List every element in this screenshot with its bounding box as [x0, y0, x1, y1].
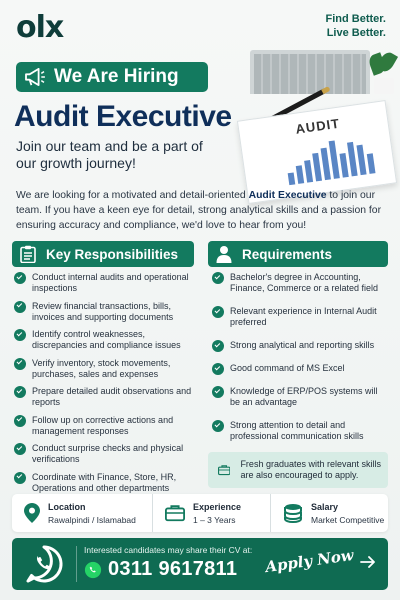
hiring-banner: [16, 62, 208, 92]
list-item-text: Conduct internal audits and operational inspections: [32, 272, 189, 293]
list-item-text: Review financial transactions, bills, invoices and supporting documents: [32, 300, 174, 322]
tagline-line-2: Live Better.: [326, 27, 386, 39]
salary-value: Market Competitive: [311, 514, 385, 525]
coins-icon: [283, 503, 303, 523]
report-bar: [356, 145, 366, 176]
intro-paragraph: [16, 188, 386, 233]
check-icon: [14, 301, 26, 313]
check-icon: [14, 386, 26, 398]
report-bar: [296, 165, 304, 184]
check-icon: [14, 443, 26, 455]
person-icon: [216, 245, 232, 263]
job-info-bar: [12, 494, 388, 532]
report-title: AUDIT: [294, 115, 341, 137]
list-item: [14, 415, 196, 437]
check-icon: [14, 472, 26, 484]
experience-value: 1 – 3 Years: [193, 514, 236, 525]
list-item-text: Strong analytical and reporting skills: [230, 340, 375, 350]
whatsapp-icon: [24, 544, 64, 584]
report-bar: [339, 153, 348, 178]
list-item-text: Knowledge of ERP/POS systems will be an advantage: [230, 386, 378, 407]
list-item-text: Verify inventory, stock movements, purchases, sales and expenses: [32, 357, 171, 379]
whatsapp-icon: [84, 561, 102, 579]
list-item-text: Relevant experience in Internal Audit preferred: [230, 306, 377, 327]
report-bar-chart: [284, 133, 376, 185]
location-label: Location: [48, 501, 86, 512]
responsibilities-header: [12, 241, 194, 267]
list-item: [14, 443, 196, 465]
plant-image: [370, 54, 396, 94]
megaphone-icon: [24, 68, 46, 86]
check-icon: [212, 363, 224, 375]
list-item: [14, 301, 196, 323]
list-item-text: Prepare detailed audit observations and reports: [32, 386, 192, 407]
apply-now-link[interactable]: Apply Now: [264, 545, 355, 577]
fresh-note-text: Fresh graduates with relevant skills are also encouraged to apply.: [240, 459, 381, 480]
list-item: [212, 386, 390, 408]
hiring-label: We Are Hiring: [54, 66, 179, 87]
desk-illustration: [215, 46, 400, 196]
list-item-text: Strong attention to detail and professional communication skills: [230, 420, 364, 441]
list-item-text: Follow up on corrective actions and management responses: [32, 414, 174, 436]
list-item: [212, 420, 390, 442]
location-info: [12, 494, 152, 532]
experience-label: Experience: [193, 501, 242, 512]
laptop-image: [250, 50, 370, 94]
experience-info: [152, 494, 270, 532]
check-icon: [212, 272, 224, 284]
olx-logo: olx: [16, 10, 64, 45]
list-item-text: Coordinate with Finance, Store, HR, Operations and other departments: [32, 471, 177, 493]
list-item: [14, 386, 196, 408]
join-text: Join our team and be a part of our growth journey!: [16, 138, 203, 171]
list-item: [212, 363, 390, 374]
list-item: [14, 358, 196, 380]
list-item: [14, 329, 196, 351]
briefcase-icon: [165, 504, 185, 522]
salary-label: Salary: [311, 501, 339, 512]
check-icon: [14, 415, 26, 427]
list-item-text: Good command of MS Excel: [230, 363, 345, 373]
list-item-text: Conduct surprise checks and physical verifications: [32, 443, 184, 464]
briefcase-icon: [218, 461, 230, 479]
list-item: [212, 272, 390, 294]
location-value: Rawalpindi / Islamabad: [48, 514, 136, 525]
requirements-title: Requirements: [242, 246, 333, 262]
report-bar: [312, 153, 322, 182]
contact-banner: [12, 538, 388, 590]
phone-number[interactable]: 0311 9617811: [108, 558, 238, 580]
report-bar: [367, 153, 376, 174]
job-title: Audit Executive: [14, 100, 232, 133]
clipboard-icon: [20, 245, 36, 263]
list-item-text: Bachelor's degree in Accounting, Finance, Commerce or a related field: [230, 272, 379, 293]
intro-highlight: Audit Executive: [248, 190, 327, 201]
cta-note: Interested candidates may share their CV at:: [84, 545, 253, 555]
tagline-line-1: Find Better.: [325, 13, 386, 25]
intro-text-before: We are looking for a motivated and detail-oriented: [16, 190, 249, 201]
responsibilities-title: Key Responsibilities: [46, 246, 179, 262]
list-item: [14, 472, 196, 494]
list-item-text: Identify control weaknesses, discrepancies and compliance issues: [32, 329, 181, 350]
list-item: [212, 306, 390, 328]
check-icon: [212, 386, 224, 398]
tagline: [325, 12, 386, 40]
intro-text-after: to join our team. If you have a keen eye for detail, strong analytical skills and a passion for ensuring accuracy and compliance, we'd love to hear from you!: [16, 190, 382, 231]
requirements-list: [212, 272, 390, 454]
responsibilities-list: [14, 272, 196, 500]
check-icon: [14, 358, 26, 370]
list-item: [212, 340, 390, 351]
arrow-right-icon[interactable]: [360, 556, 376, 568]
check-icon: [14, 329, 26, 341]
report-bar: [288, 172, 296, 185]
requirements-header: [208, 241, 388, 267]
check-icon: [14, 272, 26, 284]
report-bar: [304, 160, 313, 183]
report-bar: [329, 140, 340, 178]
check-icon: [212, 340, 224, 352]
phone-row[interactable]: [84, 558, 237, 581]
fresh-graduates-note: [208, 452, 388, 488]
cta-divider: [76, 546, 77, 582]
salary-info: [270, 494, 388, 532]
check-icon: [212, 306, 224, 318]
location-pin-icon: [24, 503, 40, 523]
list-item: [14, 272, 196, 294]
check-icon: [212, 420, 224, 432]
